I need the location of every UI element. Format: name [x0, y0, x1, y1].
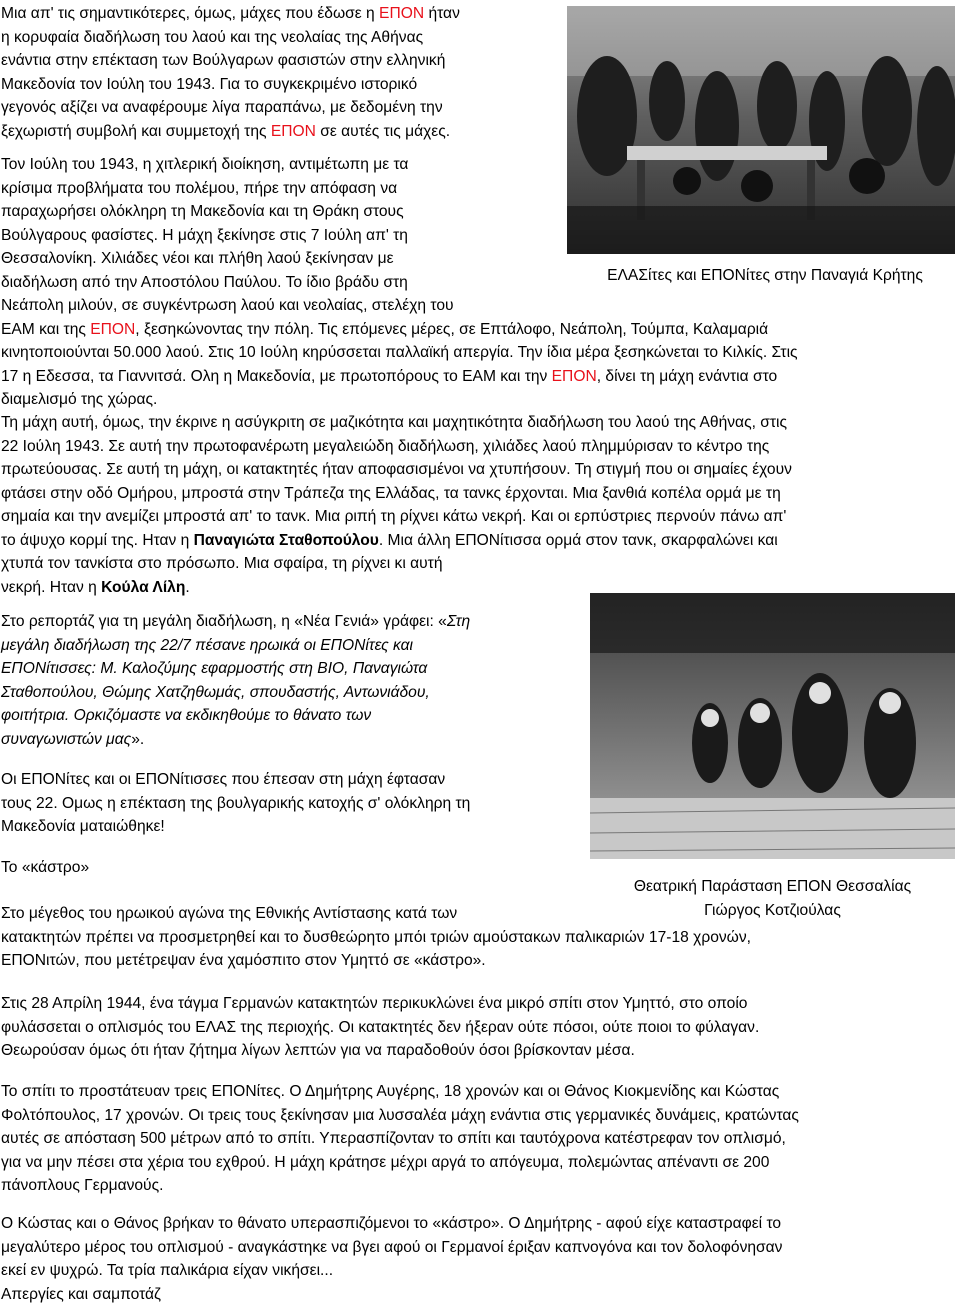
text-line: 17 η Εδεσσα, τα Γιαννιτσά. Ολη η Μακεδονία, με πρωτοπόρους το ΕΑΜ και την ΕΠΟΝ, δίνει τη μάχη ενάντια στο	[1, 365, 798, 389]
photo-caption: ΕΛΑΣίτες και ΕΠΟΝίτες στην Παναγιά Κρήτης	[575, 264, 955, 288]
text-line: ξεχωριστή συμβολή και συμμετοχή της ΕΠΟΝ σε αυτές τις μάχες.	[1, 120, 460, 144]
text-line: αυτές σε απόσταση 500 μέτρων από το σπίτι. Υπερασπίζονταν το σπίτι και ταυτόχρονα κατέστρεφαν τον οπλισμό,	[1, 1127, 799, 1151]
text-line: Μακεδονία τον Ιούλη του 1943. Για το συγκεκριμένο ιστορικό	[1, 73, 460, 97]
text-line: τους 22. Ομως η επέκταση της βουλγαρικής κατοχής σ' ολόκληρη τη	[1, 792, 470, 816]
name-highlight: Κούλα Λίλη	[101, 579, 185, 596]
text-line: φτάσει στην οδό Ομήρου, μπροστά στην Τράπεζα της Ελλάδας, τα τανκς έρχονται. Μια ξανθιά κοπέλα ορμά με τη	[1, 482, 792, 506]
text-line: η κορυφαία διαδήλωση του λαού και της νεολαίας της Αθήνας	[1, 26, 460, 50]
epon-highlight: ΕΠΟΝ	[271, 123, 316, 140]
text-line: πρωτεύουσας. Σε αυτή τη μάχη, οι κατακτητές ήταν αποφασισμένοι να χτυπήσουν. Τη στιγμή που οι σημαίες έχουν	[1, 458, 792, 482]
text-line: νεκρή. Ηταν η Κούλα Λίλη.	[1, 576, 792, 600]
text-line: Μια απ' τις σημαντικότερες, όμως, μάχες που έδωσε η ΕΠΟΝ ήταν	[1, 2, 460, 26]
text-line: Σταθοπούλου, Θώμης Χατζηθωμάς, σπουδαστής, Αντωνιάδου,	[1, 681, 470, 705]
text-line: Στο μέγεθος του ηρωικού αγώνα της Εθνικής Αντίστασης κατά των	[1, 902, 751, 926]
text-line: Το σπίτι το προστάτευαν τρεις ΕΠΟΝίτες. Ο Δημήτρης Αυγέρης, 18 χρονών και οι Θάνος Κιοκμενίδης και Κώστας	[1, 1080, 799, 1104]
text-line: Απεργίες και σαμποτάζ	[1, 1283, 782, 1306]
intro-paragraph	[1, 2, 460, 143]
text-line: ΕΑΜ και της ΕΠΟΝ, ξεσηκώνοντας την πόλη. Τις επόμενες μέρες, σε Επτάλοφο, Νεάπολη, Τούμπα, Καλαμαριά	[1, 318, 798, 342]
text-line: κινητοποιούνται 50.000 λαού. Στις 10 Ιούλη κηρύσσεται παλλαϊκή απεργία. Την ίδια μέρα ξεσηκώνεται το Κιλκίς. Στις	[1, 341, 798, 365]
text-line: φυλάσσεται ο οπλισμός του ΕΛΑΣ της περιοχής. Οι κατακτητές δεν ήξεραν ούτε πόσοι, ούτε ποιοι το φύλαγαν.	[1, 1016, 759, 1040]
text-line: Νεάπολη μιλούν, σε συγκέντρωση λαού και νεολαίας, στελέχη του	[1, 294, 798, 318]
text-line: διαδήλωση από την Αποστόλου Παύλου. Το ίδιο βράδυ στη	[1, 271, 798, 295]
text-line: Στις 28 Απρίλη 1944, ένα τάγμα Γερμανών κατακτητών περικυκλώνει ένα μικρό σπίτι στον Υμηττό, στο οποίο	[1, 992, 759, 1016]
text-line: για να μην πέσει στα χέρια του εχθρού. Η μάχη κράτησε μέχρι αργά το απόγευμα, πολεμώντας απέναντι σε 200	[1, 1151, 799, 1175]
text-line: Φολτόπουλος, 17 χρονών. Οι τρεις τους ξεκίνησαν μια λυσσαλέα μάχη ενάντια στις γερμανικές δυνάμεις, κρατώντας	[1, 1104, 799, 1128]
athens-paragraph	[1, 411, 792, 599]
text-line: μεγαλύτερο μέρος του οπλισμού - αναγκάστηκε να βγει αφού οι Γερμανοί έριξαν καπνογόνα και τον δολοφόνησαν	[1, 1236, 782, 1260]
report-paragraph	[1, 610, 470, 751]
text-line: σημαία και την ανεμίζει μπροστά απ' το τανκ. Μια ριπή τη ρίχνει κάτω νεκρή. Και οι ερπύστριες περνούν πάνω απ'	[1, 505, 792, 529]
caption-line: Γιώργος Κοτζιούλας	[590, 899, 955, 923]
house-paragraph	[1, 1080, 799, 1198]
text-line: Ο Κώστας και ο Θάνος βρήκαν το θάνατο υπερασπιζόμενοι το «κάστρο». Ο Δημήτρης - αφού είχε καταστραφεί το	[1, 1212, 782, 1236]
text-line: εκεί εν ψυχρώ. Τα τρία παλικάρια είχαν νικήσει...	[1, 1259, 782, 1283]
april-paragraph	[1, 992, 759, 1063]
text-line: κατακτητών πρέπει να προσμετρηθεί και το δυσθεώρητο μπόι τριών αμούστακων παλικαριών 17-18 χρονών,	[1, 926, 751, 950]
text-line: Μακεδονία ματαιώθηκε!	[1, 815, 470, 839]
fallen-paragraph	[1, 768, 470, 839]
section-title: Το «κάστρο»	[1, 856, 89, 880]
text-line: πάνοπλους Γερμανούς.	[1, 1174, 799, 1198]
epon-highlight: ΕΠΟΝ	[379, 5, 424, 22]
end-paragraph	[1, 1212, 782, 1306]
text-line: φοιτήτρια. Ορκιζόμαστε να εκδικηθούμε το θάνατο των	[1, 704, 470, 728]
text-line: μεγάλη διαδήλωση της 22/7 πέσανε ηρωικά οι ΕΠΟΝίτες και	[1, 634, 470, 658]
text-line: ενάντια στην επέκταση των Βούλγαρων φασιστών στην ελληνική	[1, 49, 460, 73]
text-line: ΕΠΟΝίτισσες: Μ. Καλοζύμης εφαρμοστής στη ΒΙΟ, Παναγιώτα	[1, 657, 470, 681]
name-highlight: Παναγιώτα Σταθοπούλου	[194, 532, 379, 549]
text-line: Βούλγαρους φασίστες. Η μάχη ξεκίνησε στις 7 Ιούλη απ' τη	[1, 224, 798, 248]
text-line: το άψυχο κορμί της. Ηταν η Παναγιώτα Σταθοπούλου. Μια άλλη ΕΠΟΝίτισσα ορμά στον τανκ, σκαρφαλώνει και	[1, 529, 792, 553]
text-line: Τη μάχη αυτή, όμως, την έκρινε η ασύγκριτη σε μαζικότητα και μαχητικότητα διαδήλωση του λαού της Αθήνας, στις	[1, 411, 792, 435]
photo-theatre-epon	[590, 593, 955, 859]
text-line: Θεωρούσαν όμως ότι ήταν ζήτημα λίγων λεπτών για να παραδοθούν όσοι βρίσκονταν μέσα.	[1, 1039, 759, 1063]
text-line: συναγωνιστών μας».	[1, 728, 470, 752]
photo-image	[590, 593, 955, 859]
text-line: Θεσσαλονίκη. Χιλιάδες νέοι και πλήθη λαού ξεκίνησαν με	[1, 247, 798, 271]
text-line: Οι ΕΠΟΝίτες και οι ΕΠΟΝίτισσες που έπεσαν στη μάχη έφτασαν	[1, 768, 470, 792]
castle-paragraph	[1, 902, 751, 973]
text-line: διαμελισμό της χώρας.	[1, 388, 798, 412]
text-line: παραχωρήσει ολόκληρη τη Μακεδονία και τη Θράκη στους	[1, 200, 798, 224]
epon-highlight: ΕΠΟΝ	[90, 321, 135, 338]
text-line: ΕΠΟΝιτών, που μετέτρεψαν ένα χαμόσπιτο στον Υμηττό σε «κάστρο».	[1, 949, 751, 973]
epon-highlight: ΕΠΟΝ	[552, 368, 597, 385]
text-line: χτυπά τον τανκίστα στο πρόσωπο. Μια σφαίρα, τη ρίχνει κι αυτή	[1, 552, 792, 576]
text-line: 22 Ιούλη 1943. Σε αυτή την πρωτοφανέρωτη μεγαλειώδη διαδήλωση, χιλιάδες λαού πλημμύρισαν το κέντρο της	[1, 435, 792, 459]
text-line: γεγονός αξίζει να αναφέρουμε λίγα παραπάνω, με δεδομένη την	[1, 96, 460, 120]
text-line: Τον Ιούλη του 1943, η χιτλερική διοίκηση, αντιμέτωπη με τα	[1, 153, 798, 177]
caption-line: Θεατρική Παράσταση ΕΠΟΝ Θεσσαλίας	[590, 875, 955, 899]
text-line: Στο ρεπορτάζ για τη μεγάλη διαδήλωση, η «Νέα Γενιά» γράφει: «Στη	[1, 610, 470, 634]
text-line: κρίσιμα προβλήματα του πολέμου, πήρε την απόφαση να	[1, 177, 798, 201]
